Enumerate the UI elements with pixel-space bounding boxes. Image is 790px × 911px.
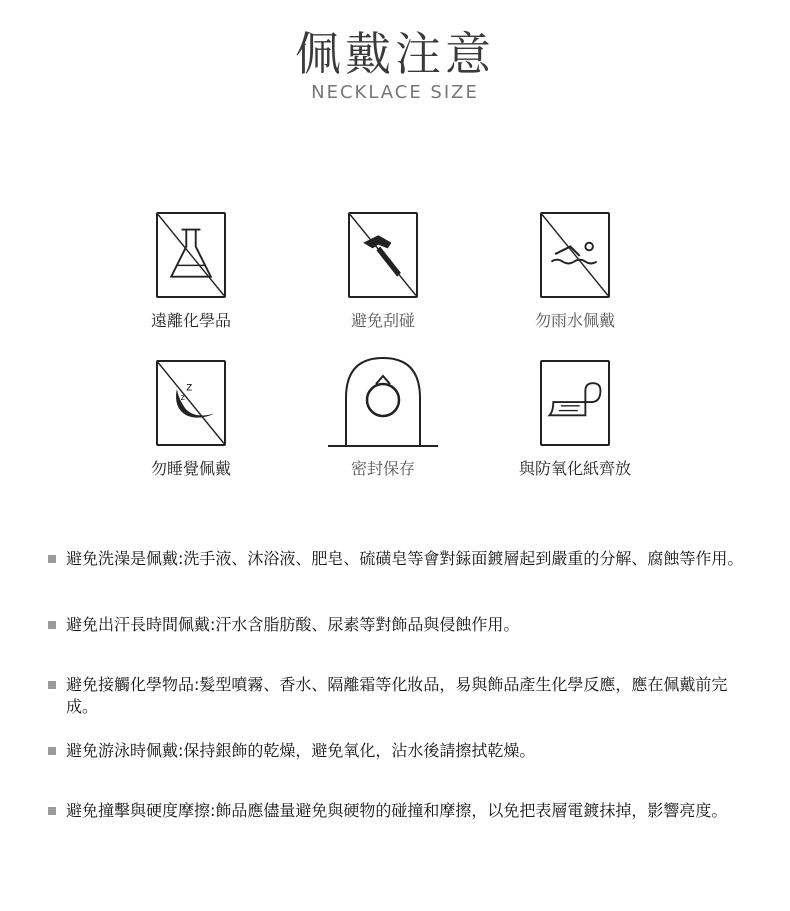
bullet-square-icon — [48, 555, 56, 563]
bullet-square-icon — [48, 807, 56, 815]
hammer-icon — [350, 214, 416, 296]
note-text: 避免撞擊與硬度摩擦:飾品應儘量避免與硬物的碰撞和摩擦，以免把表層電鍍抹掉，影響亮度。 — [66, 801, 728, 820]
note-item — [48, 740, 758, 762]
bullet-square-icon — [48, 681, 56, 689]
note-item — [48, 674, 758, 718]
page-subtitle: NECKLACE SIZE — [311, 82, 479, 103]
svg-text:z: z — [180, 392, 186, 403]
paper-roll-icon — [542, 362, 608, 444]
icon-label: 勿睡覺佩戴 — [150, 459, 231, 478]
icon-card-rain — [485, 212, 665, 331]
note-text: 避免洗澡是佩戴:洗手液、沐浴液、肥皂、硫磺皂等會對銾面鍍層起到嚴重的分解、腐蝕等作用。 — [66, 549, 744, 568]
icon-label: 與防氧化紙齊放 — [518, 459, 631, 478]
icon-card-antioxidant-paper — [485, 360, 665, 479]
bullet-square-icon — [48, 747, 56, 755]
note-item — [48, 800, 758, 822]
ring-pouch-icon — [328, 352, 438, 448]
svg-text:z: z — [186, 380, 193, 394]
icon-card-sleep — [101, 360, 281, 479]
icon-card-sealed — [293, 352, 473, 479]
note-item — [48, 614, 758, 636]
note-text: 避免接觸化學物品:髮型噴霧、香水、隔離霜等化妝品，易與飾品產生化學反應，應在佩戴前完成。 — [66, 675, 728, 716]
icon-label: 密封保存 — [350, 459, 415, 478]
page-title: 佩戴注意 — [295, 27, 495, 81]
note-text: 避免出汗長時間佩戴:汗水含脂肪酸、尿素等對飾品與侵蝕作用。 — [66, 615, 520, 634]
note-text: 避免游泳時佩戴:保持銀飾的乾燥，避免氧化，沾水後請擦拭乾燥。 — [66, 741, 536, 760]
moon-sleep-icon — [158, 362, 224, 444]
icon-label: 避免刮碰 — [350, 311, 415, 330]
bullet-square-icon — [48, 621, 56, 629]
icon-card-scratch — [293, 212, 473, 331]
swimmer-icon — [542, 214, 608, 296]
icon-label: 遠離化學品 — [150, 311, 231, 330]
note-item — [48, 548, 758, 570]
flask-icon — [158, 214, 224, 296]
icon-card-chemicals — [101, 212, 281, 331]
icon-label: 勿雨水佩戴 — [534, 311, 615, 330]
